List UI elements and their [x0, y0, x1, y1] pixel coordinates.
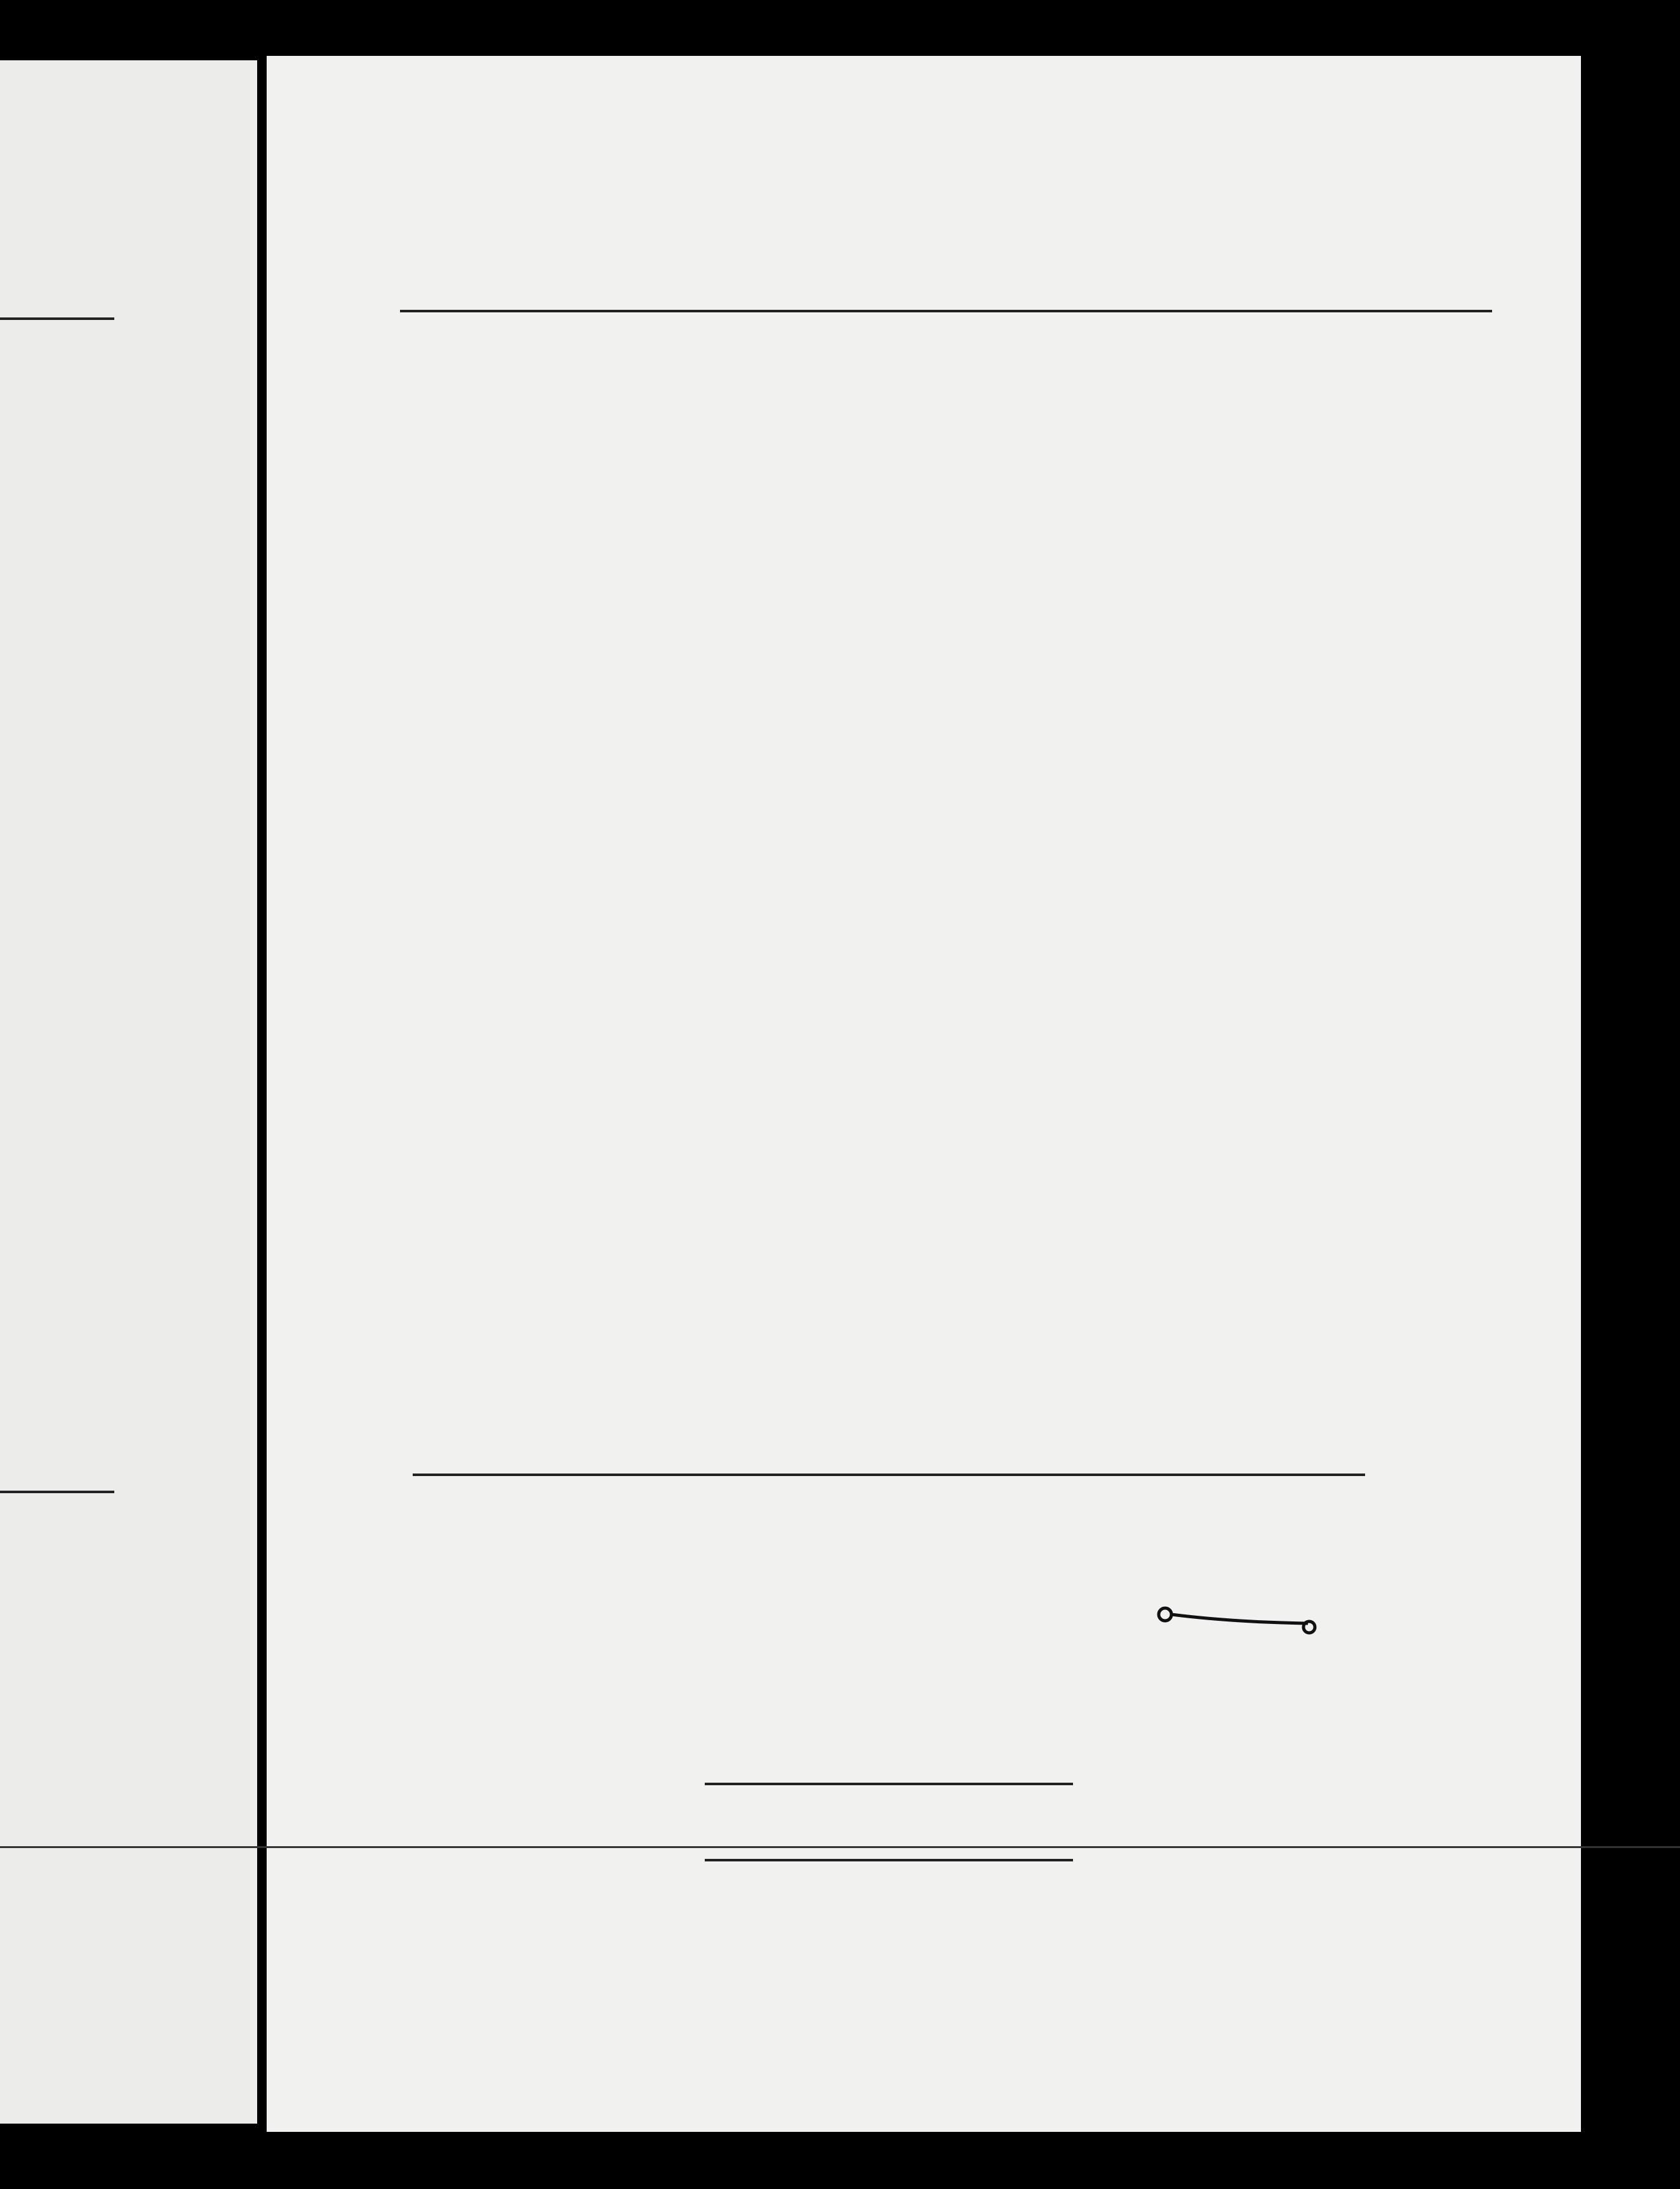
ad-lower-rule: [705, 1859, 1073, 1861]
main-page: [267, 56, 1581, 2132]
header-rule: [400, 310, 1492, 312]
ad-top-rule: [413, 1474, 1365, 1476]
ad-mid-rule: [705, 1783, 1073, 1785]
ornament-flourish-icon: [1156, 1602, 1321, 1640]
left-page-rule: [0, 317, 114, 320]
left-facing-page: [0, 60, 257, 2124]
scan-line: [0, 1846, 1680, 1848]
left-page-rule-2: [0, 1491, 114, 1493]
